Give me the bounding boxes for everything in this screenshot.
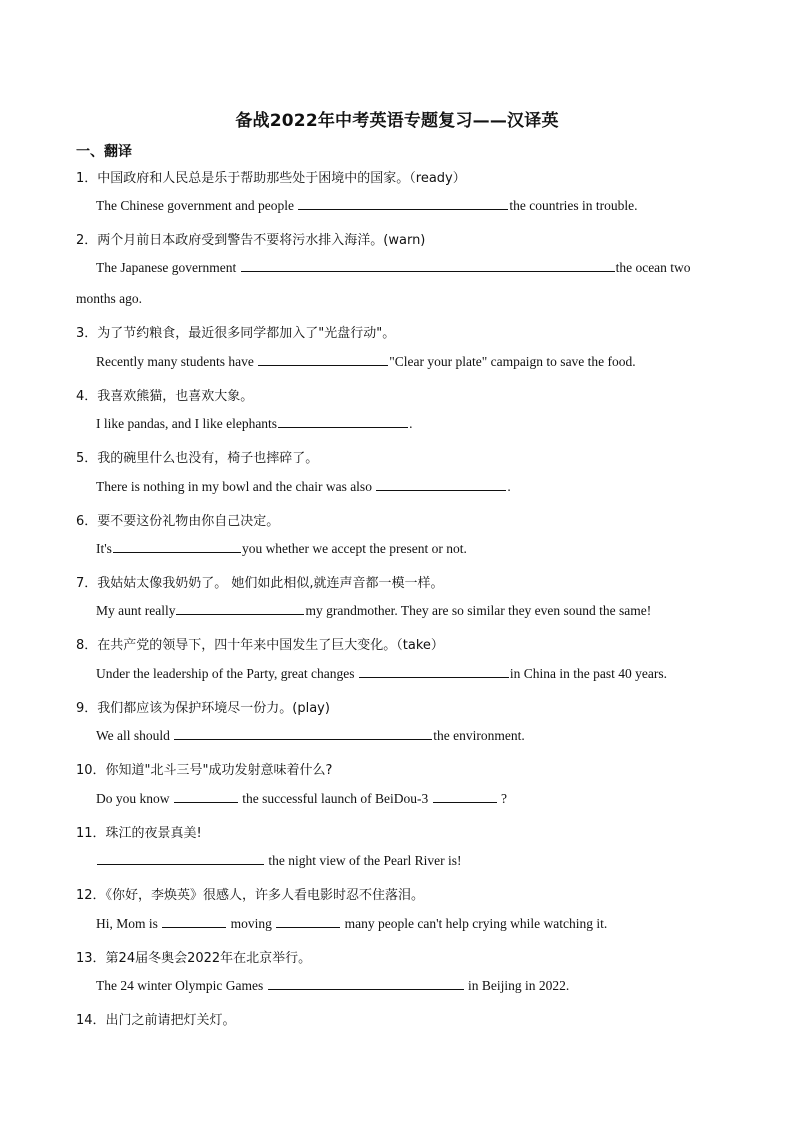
question-chinese: 我的碗里什么也没有，椅子也摔碎了。 bbox=[97, 451, 319, 466]
answer-blank[interactable] bbox=[113, 541, 241, 553]
question-number: 7． bbox=[76, 576, 98, 591]
question-14-prompt bbox=[76, 1009, 236, 1028]
english-text: Recently many students have bbox=[96, 354, 254, 369]
question-number: 13． bbox=[76, 951, 106, 966]
english-text: Under the leadership of the Party, great changes bbox=[96, 666, 355, 681]
question-number: 12． bbox=[76, 888, 106, 903]
question-3-english bbox=[96, 354, 636, 370]
question-10-prompt bbox=[76, 759, 332, 778]
question-8-prompt bbox=[76, 634, 444, 653]
english-text: the ocean two bbox=[615, 260, 691, 275]
question-chinese: 在共产党的领导下，四十年来中国发生了巨大变化。（take） bbox=[97, 638, 444, 653]
question-number: 3． bbox=[76, 326, 98, 341]
question-chinese: 两个月前日本政府受到警告不要将污水排入海洋。(warn) bbox=[97, 233, 426, 248]
english-text: the successful launch of BeiDou-3 bbox=[242, 791, 429, 806]
question-chinese: 为了节约粮食，最近很多同学都加入了"光盘行动"。 bbox=[97, 326, 396, 341]
question-1-prompt bbox=[76, 167, 466, 186]
answer-blank[interactable] bbox=[176, 603, 304, 615]
section-heading: 一、翻译 bbox=[76, 144, 132, 160]
answer-blank[interactable] bbox=[298, 198, 508, 210]
question-13-english bbox=[96, 978, 569, 994]
answer-blank[interactable] bbox=[241, 260, 615, 272]
question-6-prompt bbox=[76, 510, 279, 529]
question-7-prompt bbox=[76, 572, 444, 591]
question-number: 2． bbox=[76, 233, 98, 248]
answer-blank[interactable] bbox=[258, 354, 388, 366]
question-12-english bbox=[96, 916, 607, 932]
question-number: 1． bbox=[76, 171, 98, 186]
question-number: 8． bbox=[76, 638, 98, 653]
question-7-english bbox=[96, 603, 651, 619]
english-text: The 24 winter Olympic Games bbox=[96, 978, 264, 993]
question-4-prompt bbox=[76, 385, 253, 404]
answer-blank[interactable] bbox=[359, 666, 509, 678]
question-chinese: 我喜欢熊猫，也喜欢大象。 bbox=[97, 389, 254, 404]
question-8-english bbox=[96, 666, 667, 682]
english-text: My aunt really bbox=[96, 603, 176, 618]
question-chinese: 我们都应该为保护环境尽一份力。(play) bbox=[97, 701, 330, 716]
question-2-english-continued: months ago. bbox=[76, 291, 142, 306]
answer-blank[interactable] bbox=[376, 479, 506, 491]
question-3-prompt bbox=[76, 322, 395, 341]
english-text: ? bbox=[500, 791, 507, 806]
english-text: It's bbox=[96, 541, 112, 556]
question-2-english bbox=[96, 260, 691, 276]
english-text: many people can't help crying while watching it. bbox=[344, 916, 608, 931]
question-9-prompt bbox=[76, 697, 330, 716]
question-chinese: 第24届冬奥会2022年在北京举行。 bbox=[105, 951, 312, 966]
question-2-prompt bbox=[76, 229, 425, 248]
page-title: 备战2022年中考英语专题复习——汉译英 bbox=[235, 111, 559, 131]
question-number: 10． bbox=[76, 763, 106, 778]
question-11-english bbox=[96, 853, 461, 869]
question-number: 11． bbox=[76, 826, 106, 841]
english-text: my grandmother. They are so similar they even sound the same! bbox=[305, 603, 652, 618]
english-text: Do you know bbox=[96, 791, 170, 806]
question-number: 14． bbox=[76, 1013, 106, 1028]
question-5-english bbox=[96, 479, 511, 495]
english-text: in Beijing in 2022. bbox=[467, 978, 570, 993]
english-text: "Clear your plate" campaign to save the food. bbox=[389, 354, 636, 369]
question-chinese: 你知道"北斗三号"成功发射意味着什么? bbox=[105, 763, 333, 778]
question-4-english bbox=[96, 416, 412, 432]
question-9-english bbox=[96, 728, 525, 744]
english-text: There is nothing in my bowl and the chair was also bbox=[96, 479, 372, 494]
question-10-english bbox=[96, 791, 507, 807]
question-1-english bbox=[96, 198, 638, 214]
question-number: 5． bbox=[76, 451, 98, 466]
question-chinese: 我姑姑太像我奶奶了。 她们如此相似,就连声音都一模一样。 bbox=[97, 576, 444, 591]
answer-blank[interactable] bbox=[97, 853, 264, 865]
english-text: The Chinese government and people bbox=[96, 198, 294, 213]
question-6-english bbox=[96, 541, 467, 557]
question-number: 9． bbox=[76, 701, 98, 716]
question-number: 4． bbox=[76, 389, 98, 404]
english-text: you whether we accept the present or not. bbox=[241, 541, 467, 556]
english-text: the night view of the Pearl River is! bbox=[268, 853, 462, 868]
english-text: The Japanese government bbox=[96, 260, 237, 275]
english-text: in China in the past 40 years. bbox=[509, 666, 668, 681]
english-text: moving bbox=[230, 916, 272, 931]
answer-blank[interactable] bbox=[268, 978, 464, 990]
question-13-prompt bbox=[76, 947, 311, 966]
answer-blank[interactable] bbox=[174, 791, 238, 803]
answer-blank[interactable] bbox=[433, 791, 497, 803]
english-text: We all should bbox=[96, 728, 170, 743]
english-text: Hi, Mom is bbox=[96, 916, 158, 931]
question-chinese: 珠江的夜景真美! bbox=[105, 826, 202, 841]
question-chinese: 《你好，李焕英》很感人，许多人看电影时忍不住落泪。 bbox=[105, 888, 425, 903]
english-text: . bbox=[409, 416, 413, 431]
english-text: the environment. bbox=[433, 728, 525, 743]
question-chinese: 出门之前请把灯关灯。 bbox=[105, 1013, 236, 1028]
question-number: 6． bbox=[76, 514, 98, 529]
question-chinese: 中国政府和人民总是乐于帮助那些处于困境中的国家。（ready） bbox=[97, 171, 466, 186]
answer-blank[interactable] bbox=[276, 916, 340, 928]
question-11-prompt bbox=[76, 822, 202, 841]
answer-blank[interactable] bbox=[162, 916, 226, 928]
question-5-prompt bbox=[76, 447, 318, 466]
answer-blank[interactable] bbox=[174, 728, 432, 740]
english-text: the countries in trouble. bbox=[509, 198, 638, 213]
english-text: I like pandas, and I like elephants bbox=[96, 416, 278, 431]
question-12-prompt bbox=[76, 884, 424, 903]
answer-blank[interactable] bbox=[278, 416, 408, 428]
english-text: . bbox=[507, 479, 511, 494]
question-chinese: 要不要这份礼物由你自己决定。 bbox=[97, 514, 280, 529]
